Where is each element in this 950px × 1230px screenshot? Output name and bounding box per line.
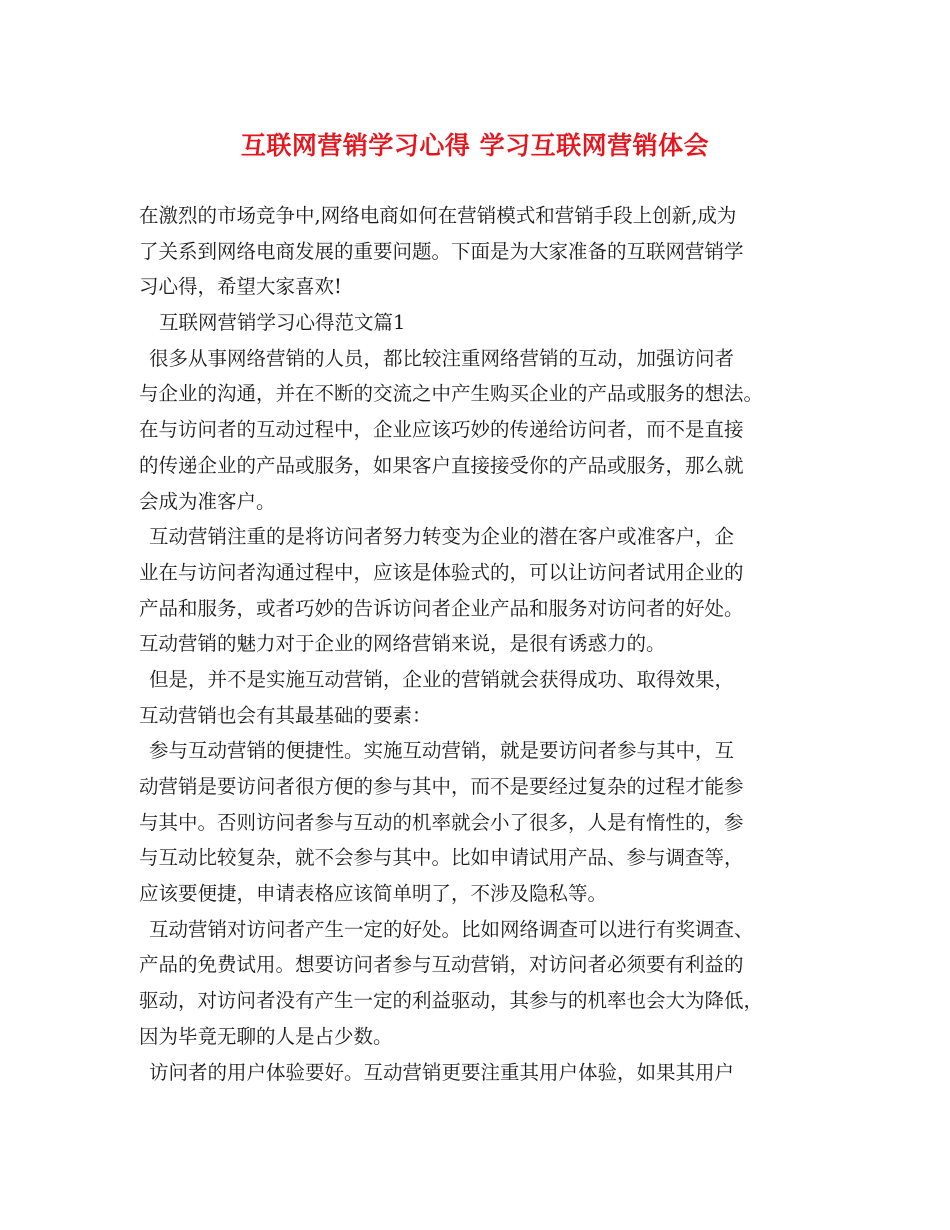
paragraph-line: 但是，并不是实施互动营销，企业的营销就会获得成功、取得效果， xyxy=(149,667,735,691)
paragraph-line: 访问者的用户体验要好。互动营销更要注重其用户体验，如果其用户 xyxy=(149,1060,735,1084)
section-heading: 互联网营销学习心得范文篇1 xyxy=(159,311,406,335)
paragraph-line: 驱动，对访问者没有产生一定的利益驱动，其参与的机率也会大为降低， xyxy=(139,989,764,1013)
paragraph-line: 了关系到网络电商发展的重要问题。下面是为大家准备的互联网营销学 xyxy=(139,239,744,263)
paragraph-line: 因为毕竟无聊的人是占少数。 xyxy=(139,1024,393,1048)
paragraph-line: 的传递企业的产品或服务，如果客户直接接受你的产品或服务，那么就 xyxy=(139,453,744,477)
document-title: 互联网营销学习心得 学习互联网营销体会 xyxy=(240,131,710,160)
paragraph-line: 参与互动营销的便捷性。实施互动营销，就是要访问者参与其中，互 xyxy=(149,739,735,763)
paragraph-line: 互动营销也会有其最基础的要素： xyxy=(139,703,432,727)
paragraph-line: 互动营销注重的是将访问者努力转变为企业的潜在客户或准客户，企 xyxy=(149,525,735,549)
paragraph-line: 互动营销对访问者产生一定的好处。比如网络调查可以进行有奖调查、 xyxy=(149,917,754,941)
paragraph-line: 在与访问者的互动过程中，企业应该巧妙的传递给访问者，而不是直接 xyxy=(139,418,744,442)
paragraph-line: 与互动比较复杂，就不会参与其中。比如申请试用产品、参与调查等， xyxy=(139,846,744,870)
paragraph-line: 与其中。否则访问者参与互动的机率就会小了很多，人是有惰性的，参 xyxy=(139,810,744,834)
paragraph-line: 应该要便捷，申请表格应该简单明了，不涉及隐私等。 xyxy=(139,882,608,906)
paragraph-line: 在激烈的市场竞争中,网络电商如何在营销模式和营销手段上创新,成为 xyxy=(139,204,737,227)
paragraph-line: 很多从事网络营销的人员，都比较注重网络营销的互动，加强访问者 xyxy=(149,346,735,370)
paragraph-line: 产品的免费试用。想要访问者参与互动营销，对访问者必须要有利益的 xyxy=(139,953,744,977)
paragraph-line: 业在与访问者沟通过程中，应该是体验式的，可以让访问者试用企业的 xyxy=(139,560,744,584)
document-body xyxy=(139,198,829,1090)
paragraph-line: 产品和服务，或者巧妙的告诉访问者企业产品和服务对访问者的好处。 xyxy=(139,596,744,620)
paragraph-line: 与企业的沟通，并在不断的交流之中产生购买企业的产品或服务的想法。 xyxy=(139,382,764,406)
paragraph-line: 会成为准客户。 xyxy=(139,489,276,513)
paragraph-line: 动营销是要访问者很方便的参与其中，而不是要经过复杂的过程才能参 xyxy=(139,775,744,798)
paragraph-line: 习心得，希望大家喜欢! xyxy=(139,275,342,299)
paragraph-line: 互动营销的魅力对于企业的网络营销来说，是很有诱惑力的。 xyxy=(139,632,666,656)
